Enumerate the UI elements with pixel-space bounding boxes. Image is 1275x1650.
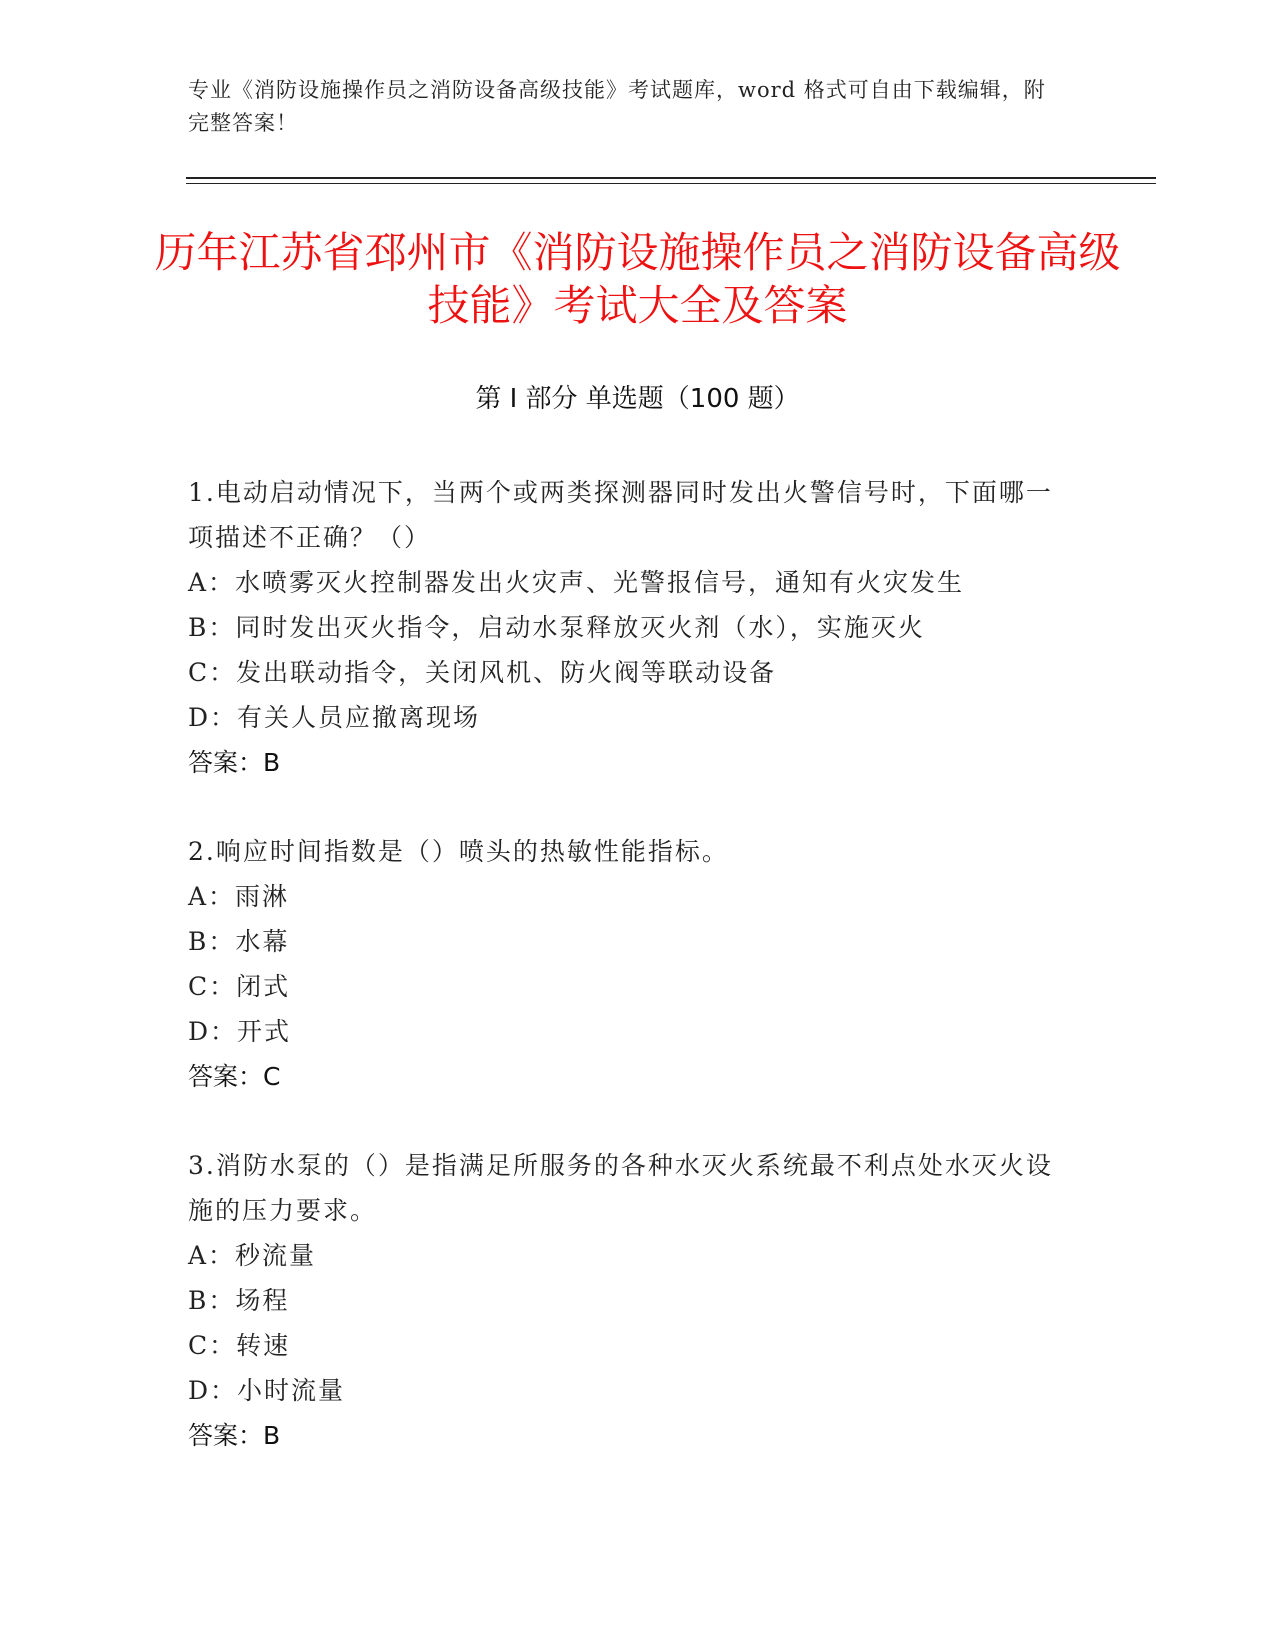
header-divider-thick xyxy=(186,177,1156,179)
option-a: A：水喷雾灭火控制器发出火灾声、光警报信号，通知有火灾发生 xyxy=(188,568,965,597)
option-a: A：秒流量 xyxy=(188,1241,317,1270)
option-d: D：开式 xyxy=(188,1017,292,1046)
header-note: 专业《消防设施操作员之消防设备高级技能》考试题库，word 格式可自由下载编辑，附完整答案！ xyxy=(188,78,1046,135)
answer-text: 答案：B xyxy=(188,1421,281,1450)
option-d: D：小时流量 xyxy=(188,1376,346,1405)
section-title: 第 I 部分 单选题（100 题） xyxy=(475,384,800,414)
option-c: C：转速 xyxy=(188,1331,291,1360)
question-spacer xyxy=(188,785,1068,829)
option-b: B：水幕 xyxy=(188,927,290,956)
option-b: B：同时发出灭火指令，启动水泵释放灭火剂（水），实施灭火 xyxy=(188,613,925,642)
question-3 xyxy=(188,1143,1068,1458)
option-c: C：发出联动指令，关闭风机、防火阀等联动设备 xyxy=(188,658,777,687)
answer-text: 答案：C xyxy=(188,1062,281,1091)
question-1 xyxy=(188,470,1068,785)
question-2 xyxy=(188,829,1068,1099)
question-stem: 3.消防水泵的（）是指满足所服务的各种水灭火系统最不利点处水灭火设施的压力要求。 xyxy=(188,1151,1053,1225)
header-divider-thin xyxy=(186,183,1156,184)
question-list xyxy=(188,470,1068,1458)
question-stem: 2.响应时间指数是（）喷头的热敏性能指标。 xyxy=(188,837,729,866)
question-stem: 1.电动启动情况下，当两个或两类探测器同时发出火警信号时，下面哪一项描述不正确？（） xyxy=(188,478,1053,552)
question-spacer xyxy=(188,1099,1068,1143)
option-d: D：有关人员应撤离现场 xyxy=(188,703,481,732)
option-a: A：雨淋 xyxy=(188,882,290,911)
option-c: C：闭式 xyxy=(188,972,291,1001)
document-title: 历年江苏省邳州市《消防设施操作员之消防设备高级技能》考试大全及答案 xyxy=(154,228,1121,330)
option-b: B：场程 xyxy=(188,1286,290,1315)
answer-text: 答案：B xyxy=(188,748,281,777)
